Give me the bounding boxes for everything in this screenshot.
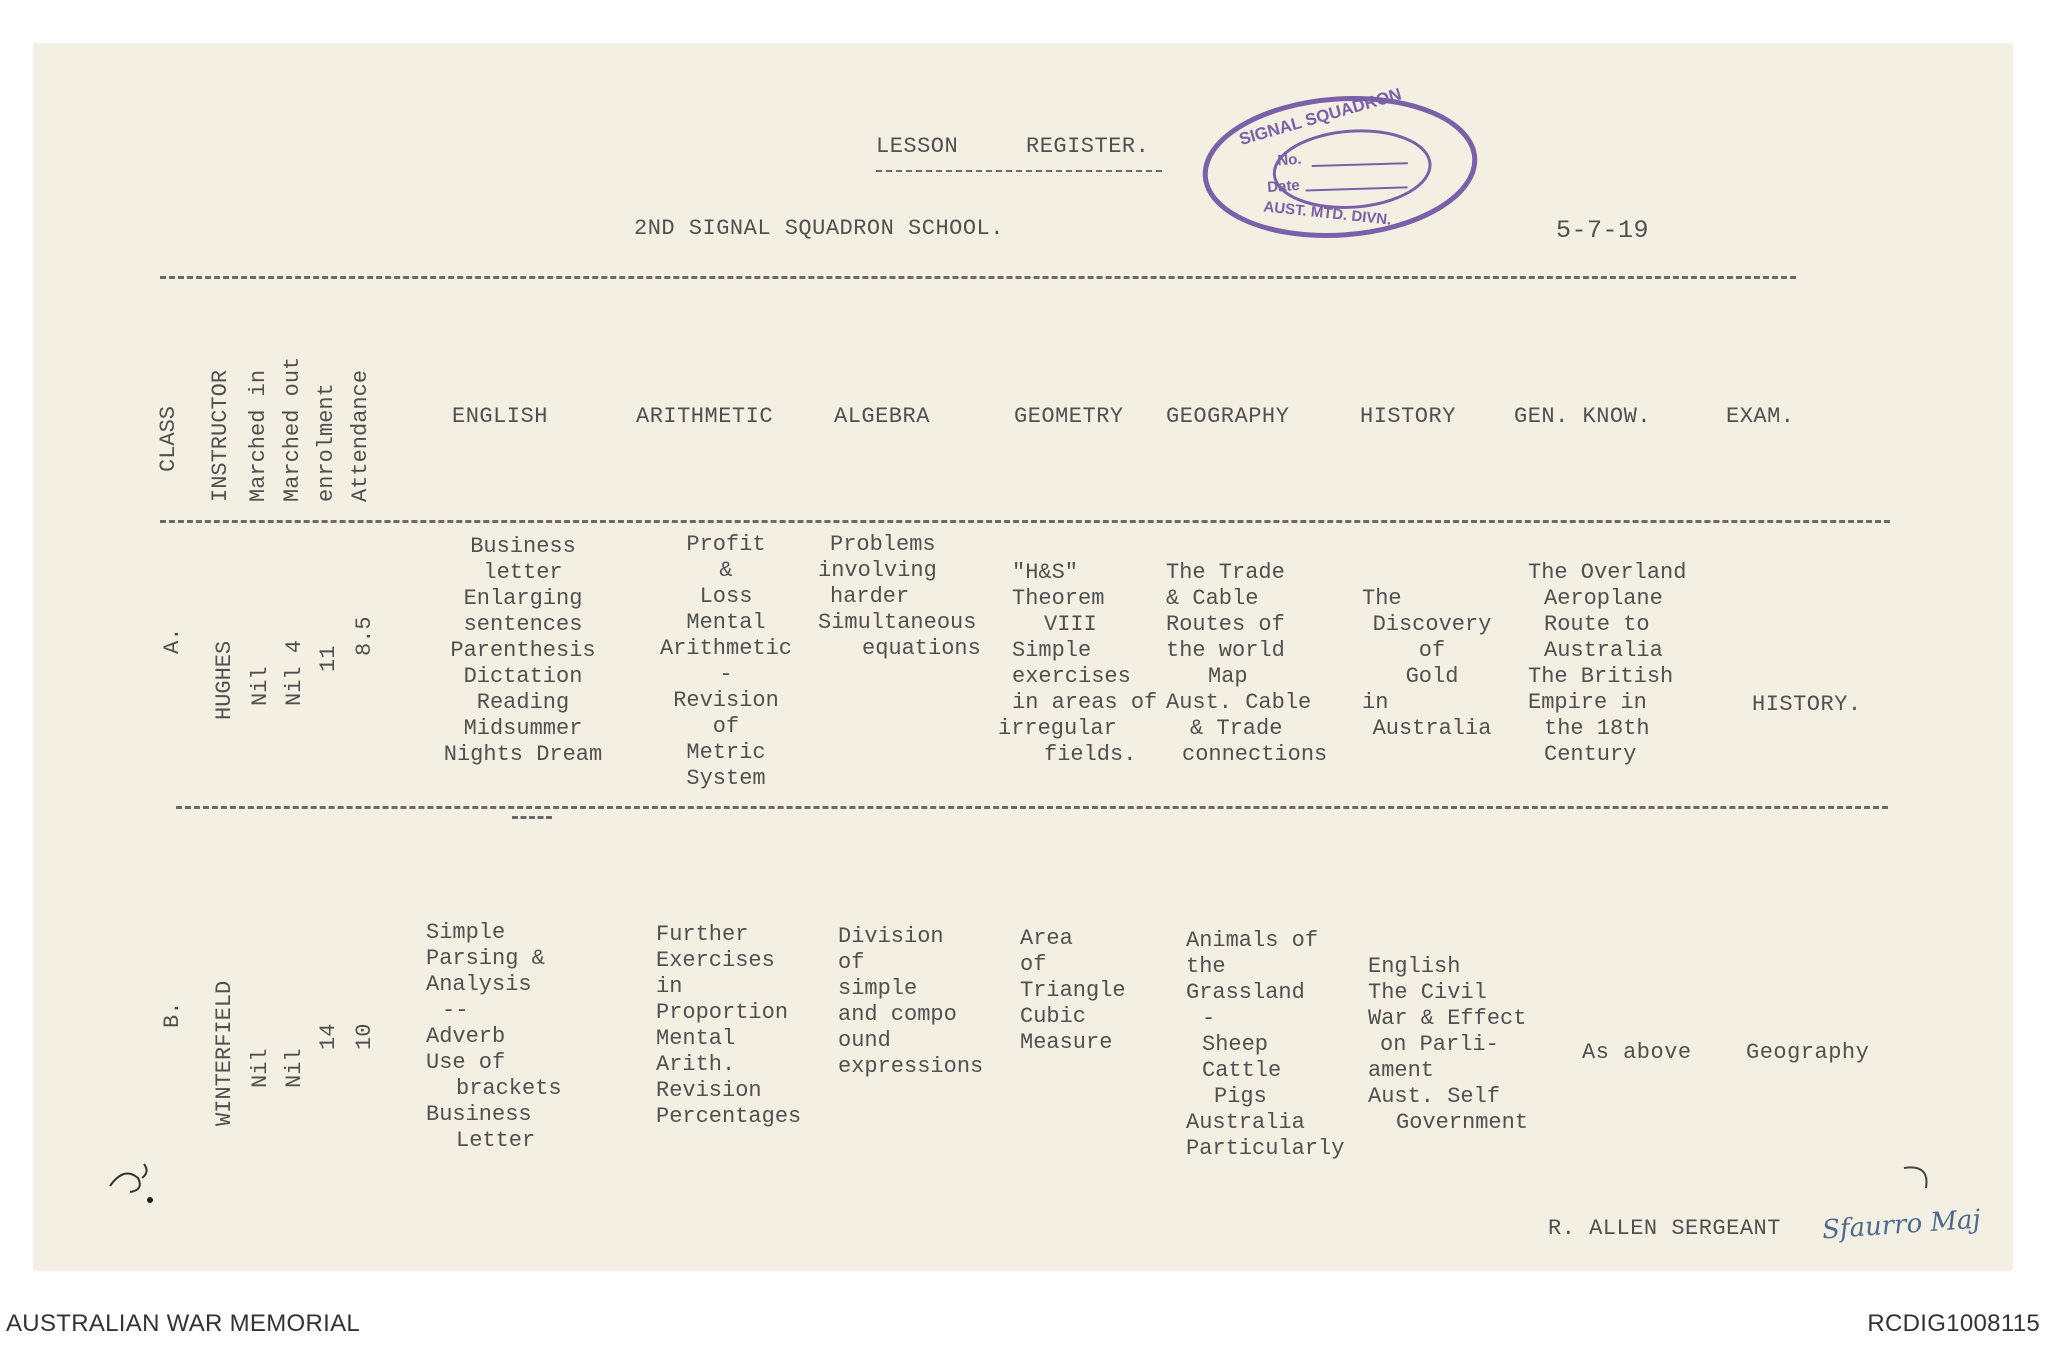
row-b-geography: Animals of the Grassland - Sheep Cattle Pigs Australia Particularly [1186,928,1345,1161]
row-a-english: Business letter Enlarging sentences Parenthesis Dictation Reading Midsummer Nights Dream [443,534,603,767]
title-lesson: LESSON [876,134,959,159]
row-a-marched-in: Nil [248,666,273,706]
header-attendance: Attendance [348,369,373,502]
header-class: CLASS [156,405,181,472]
divider-row-a [176,806,1888,809]
header-marched-in: Marched in [246,369,271,502]
row-b-english: Simple Parsing & Analysis -- Adverb Use of brackets Business Letter [426,920,562,1153]
row-a-enrolment: 11 [316,645,341,672]
row-b-instructor: WINTERFIELD [212,980,237,1126]
register-date: 5-7-19 [1556,216,1650,245]
row-b-gen-know: As above [1582,1040,1692,1065]
row-a-exam: HISTORY. [1752,692,1862,717]
school-name: 2ND SIGNAL SQUADRON SCHOOL. [634,216,1004,241]
footer-record-id: RCDIG1008115 [1867,1310,2040,1337]
title-underline [876,170,1162,172]
header-english: ENGLISH [452,404,548,429]
row-b-arithmetic: Further Exercises in Proportion Mental Arith. Revision Percentages [656,922,802,1129]
squadron-stamp [1195,82,1485,251]
row-a-instructor: HUGHES [212,640,237,720]
divider-row-a-stub [512,816,552,819]
row-a-marched-out: Nil 4 [282,639,307,706]
header-enrolment: enrolment [314,383,339,502]
row-b-marched-in: Nil [248,1048,273,1088]
header-algebra: ALGEBRA [834,404,930,429]
header-gen-know: GEN. KNOW. [1514,404,1652,429]
header-instructor: INSTRUCTOR [208,369,233,502]
row-a-geography: The Trade & Cable Routes of the world Map Aust. Cable & Trade connections [1166,560,1328,767]
row-a-geometry: "H&S" Theorem VIII Simple exercises in areas of irregular fields. [998,560,1158,767]
row-a-gen-know: The Overland Aeroplane Route to Australia The British Empire in the 18th Century [1528,560,1687,767]
header-arithmetic: ARITHMETIC [636,404,774,429]
row-a-class: A. [160,627,185,654]
row-a-history: The Discovery of Gold in Australia [1362,586,1492,741]
header-exam: EXAM. [1726,404,1795,429]
row-b-algebra: Division of simple and compo ound expressions [838,924,984,1079]
header-geography: GEOGRAPHY [1166,404,1290,429]
row-b-class: B. [160,1001,185,1028]
pencil-mark-icon [1900,1162,1940,1192]
row-b-marched-out: Nil [282,1048,307,1088]
title-register: REGISTER. [1026,134,1150,159]
header-marched-out: Marched out [280,356,305,502]
footer-archive-name: AUSTRALIAN WAR MEMORIAL [6,1310,361,1337]
row-b-history: English The Civil War & Effect on Parli- ament Aust. Self Government [1368,954,1529,1135]
row-a-attendance: 8.5 [352,616,377,656]
stamp-no: No. [1276,150,1303,170]
row-b-attendance: 10 [352,1023,377,1050]
row-b-exam: Geography [1746,1040,1870,1065]
signature-handwritten: Sfaurro Maj [1821,1204,1982,1246]
stamp-date: Date [1266,176,1301,197]
stamp-bottom-text: AUST. MTD. DIVN. [1262,198,1393,229]
signature-typed: R. ALLEN SERGEANT [1548,1216,1781,1241]
stamp-top-text: SIGNAL SQUADRON [1236,84,1404,150]
scribble-mark-icon [104,1156,164,1206]
header-geometry: GEOMETRY [1014,404,1124,429]
row-a-arithmetic: Profit & Loss Mental Arithmetic - Revision of Metric System [659,532,793,791]
divider-top [160,276,1796,279]
row-b-enrolment: 14 [316,1023,341,1050]
row-b-geometry: Area of Triangle Cubic Measure [1020,926,1126,1055]
divider-header [160,520,1890,523]
row-a-algebra: Problems involving harder Simultaneous equations [818,532,981,661]
header-history: HISTORY [1360,404,1456,429]
